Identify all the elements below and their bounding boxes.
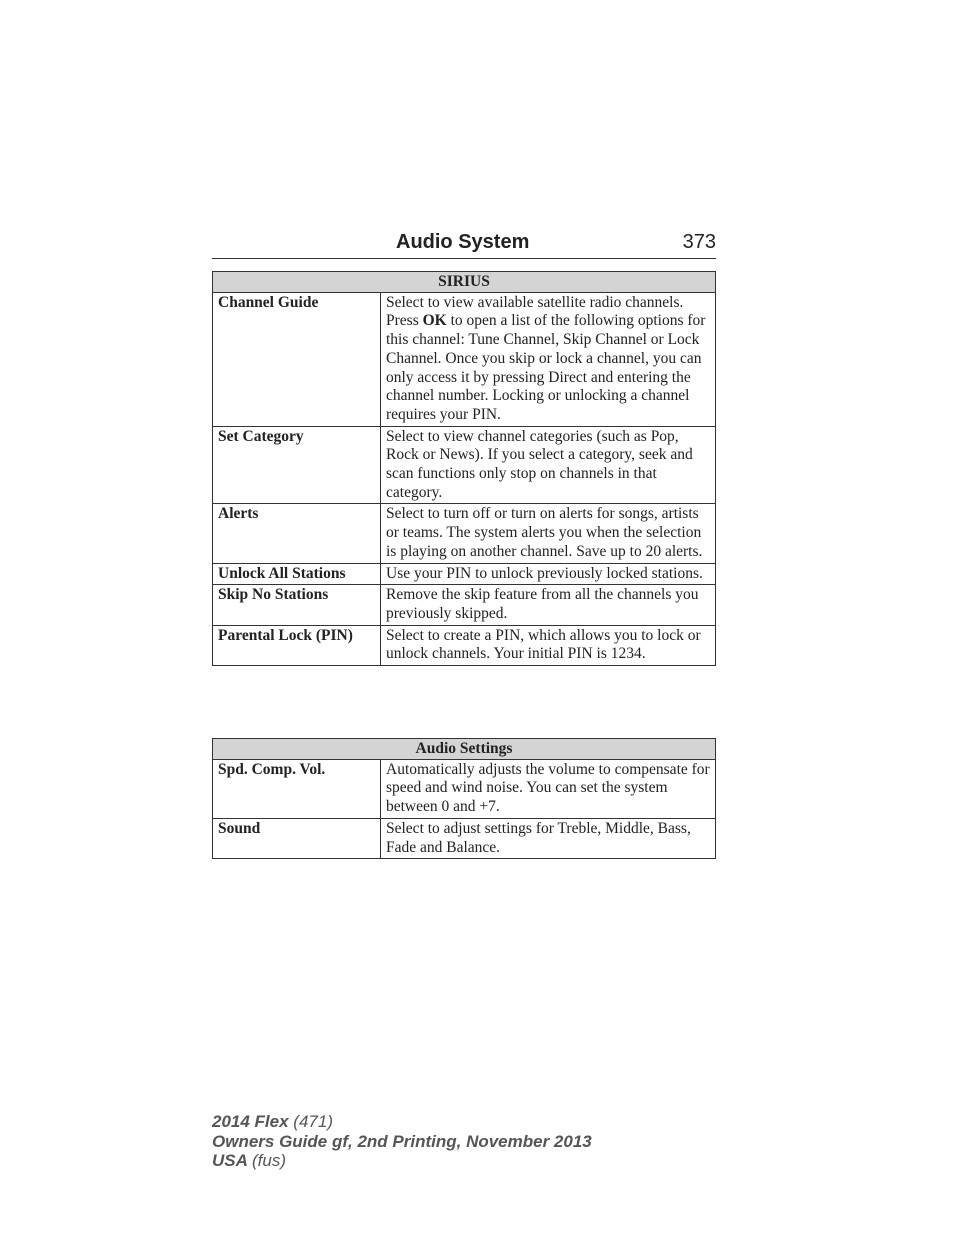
footer-model-code: (471) [293,1112,333,1131]
row-description: Select to adjust settings for Treble, Middle, Bass, Fade and Balance. [381,818,716,858]
footer-region-line [212,1151,592,1171]
table-row [213,504,716,563]
row-description: Select to view channel categories (such as Pop, Rock or News). If you select a category, seek and scan functions only stop on channels in that category. [381,426,716,504]
row-label: Alerts [213,504,381,563]
audio-settings-table-heading: Audio Settings [213,739,716,760]
row-label: Spd. Comp. Vol. [213,759,381,818]
table-row [213,563,716,585]
row-description: Automatically adjusts the volume to compensate for speed and wind noise. You can set the system between 0 and +7. [381,759,716,818]
row-description [381,292,716,426]
description-text: Select to view available satellite radio channels. Press [386,293,684,330]
table-row [213,818,716,858]
sirius-table [212,271,716,666]
page-footer [212,1112,592,1171]
section-title: Audio System [396,231,530,253]
page-number: 373 [682,231,716,253]
row-label: Skip No Stations [213,585,381,625]
sirius-table-heading: SIRIUS [213,272,716,293]
audio-settings-table [212,738,716,859]
row-label: Set Category [213,426,381,504]
table-row [213,759,716,818]
footer-guide-line: Owners Guide gf, 2nd Printing, November 2013 [212,1131,592,1151]
row-description: Remove the skip feature from all the channels you previously skipped. [381,585,716,625]
description-text: to open a list of the following options for this channel: Tune Channel, Skip Channel or Lock Channel. Once you skip or lock a channel, you can only access it by pressing Direct and entering the channel number. Locking or unlocking a channel requires your PIN. [386,312,706,423]
ok-button-name: OK [422,312,447,330]
row-label: Channel Guide [213,292,381,426]
row-description: Select to create a PIN, which allows you to lock or unlock channels. Your initial PIN is 1234. [381,625,716,665]
row-label: Unlock All Stations [213,563,381,585]
footer-region-code: (fus) [252,1151,286,1170]
row-label: Sound [213,818,381,858]
row-description: Select to turn off or turn on alerts for songs, artists or teams. The system alerts you when the selection is playing on another channel. Save up to 20 alerts. [381,504,716,563]
row-description: Use your PIN to unlock previously locked stations. [381,563,716,585]
table-row [213,426,716,504]
footer-region: USA [212,1151,248,1170]
page-header [212,229,716,259]
row-label: Parental Lock (PIN) [213,625,381,665]
footer-model-line [212,1112,592,1132]
footer-model: 2014 Flex [212,1112,289,1131]
table-row [213,585,716,625]
table-row [213,292,716,426]
table-row [213,625,716,665]
